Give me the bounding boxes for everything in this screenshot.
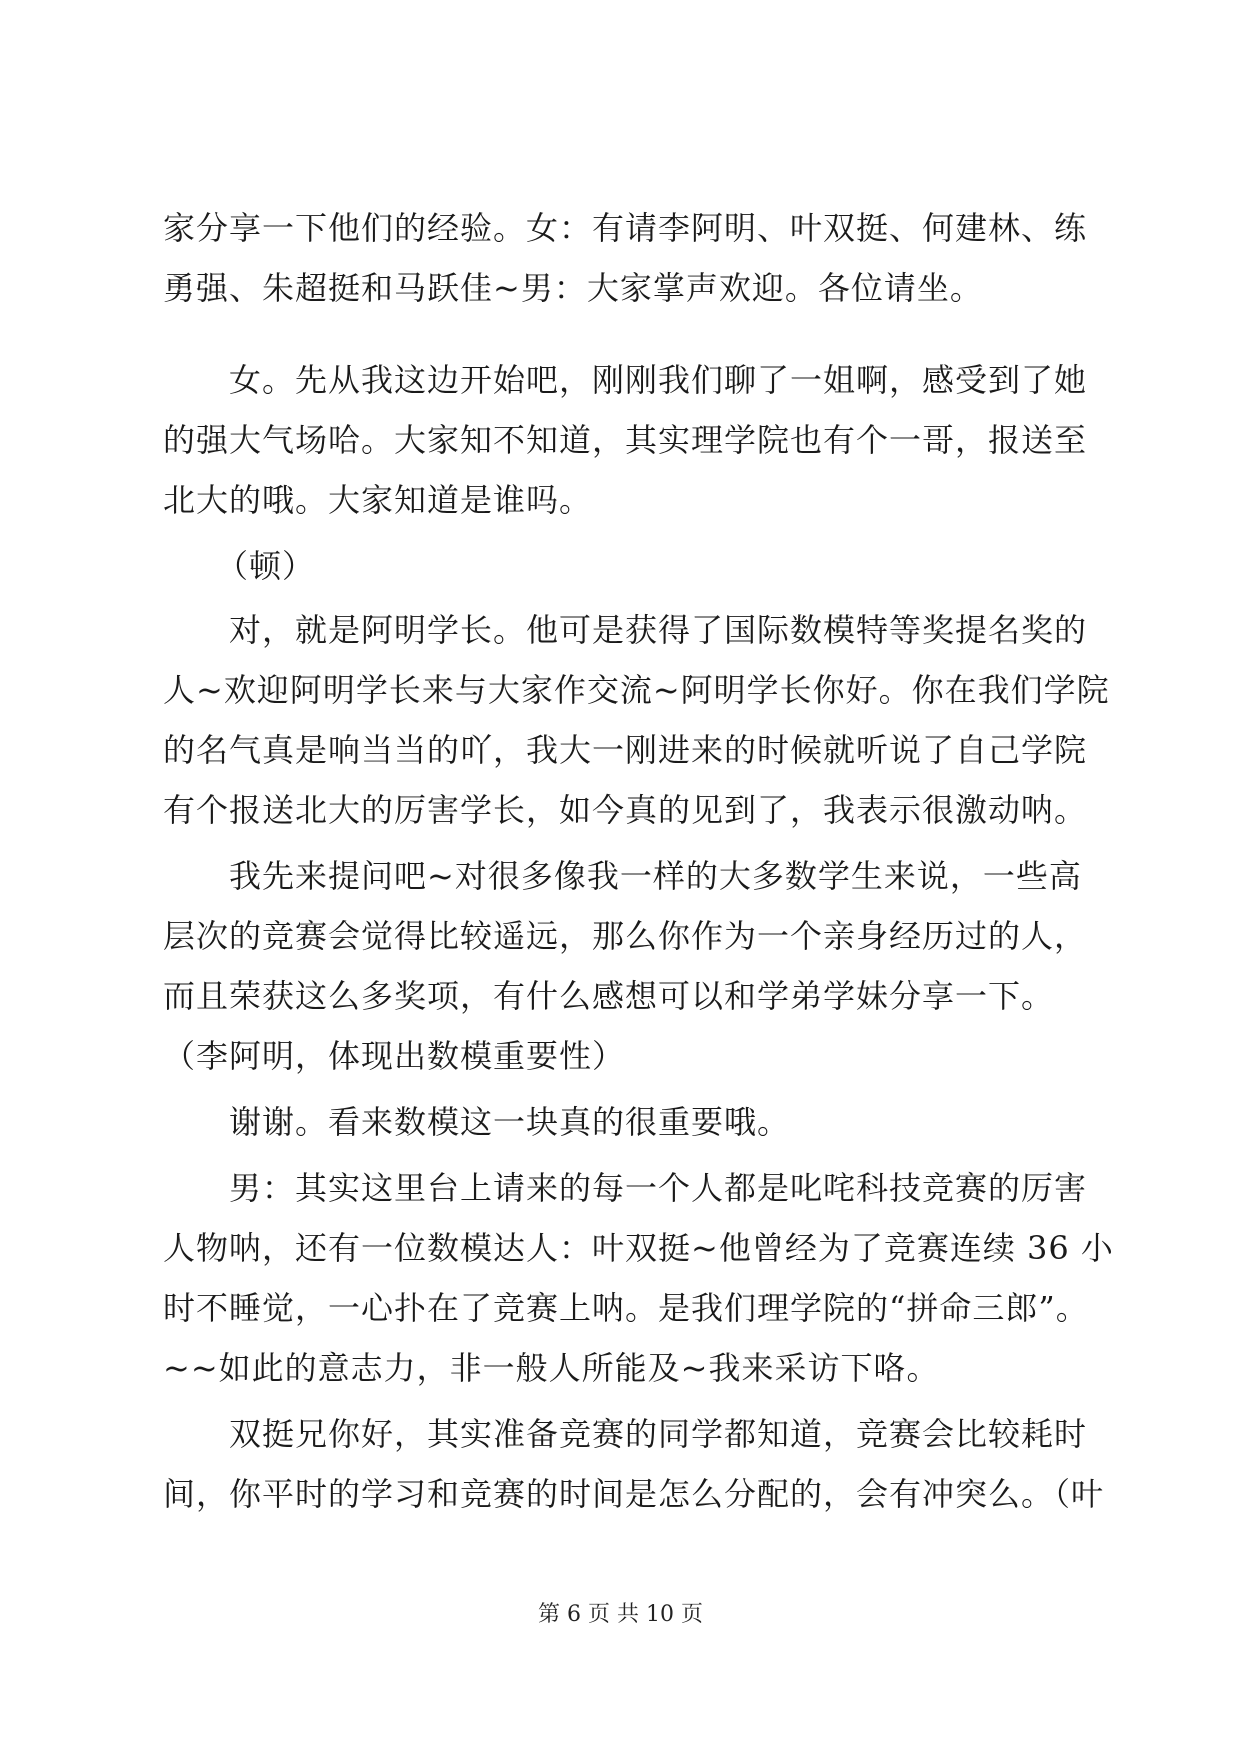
body-text-line: 双挺兄你好，其实准备竞赛的同学都知道，竞赛会比较耗时	[229, 1415, 1088, 1453]
body-text-line: （李阿明，体现出数模重要性）	[163, 1037, 626, 1075]
body-text-line: 对，就是阿明学长。他可是获得了国际数模特等奖提名奖的	[229, 611, 1088, 649]
body-text-line: 男：其实这里台上请来的每一个人都是叱咤科技竞赛的厉害	[229, 1169, 1088, 1207]
body-text-line: 勇强、朱超挺和马跃佳~男：大家掌声欢迎。各位请坐。	[163, 269, 983, 307]
body-text-line: 间，你平时的学习和竞赛的时间是怎么分配的，会有冲突么。（叶	[163, 1475, 1105, 1513]
body-text-line: 的名气真是响当当的吖，我大一刚进来的时候就听说了自己学院	[163, 731, 1088, 769]
body-text-line: 家分享一下他们的经验。女：有请李阿明、叶双挺、何建林、练	[163, 209, 1088, 247]
body-text-line: 谢谢。看来数模这一块真的很重要哦。	[229, 1103, 791, 1141]
body-text-line: 女。先从我这边开始吧，刚刚我们聊了一姐啊，感受到了她	[229, 361, 1088, 399]
page-number-footer: 第 6 页 共 10 页	[538, 1602, 703, 1627]
body-text-line: 人~欢迎阿明学长来与大家作交流~阿明学长你好。你在我们学院	[163, 671, 1110, 709]
body-text-line: 的强大气场哈。大家知不知道，其实理学院也有个一哥，报送至	[163, 421, 1088, 459]
body-text-line: 层次的竞赛会觉得比较遥远，那么你作为一个亲身经历过的人，	[163, 917, 1088, 955]
body-text-line: 时不睡觉，一心扑在了竞赛上呐。是我们理学院的“拼命三郎”。	[163, 1289, 1089, 1327]
body-text-line: 我先来提问吧~对很多像我一样的大多数学生来说，一些高	[229, 857, 1082, 895]
body-text-line: ~~如此的意志力，非一般人所能及~我来采访下咯。	[163, 1349, 940, 1387]
body-text-line: 而且荣获这么多奖项，有什么感想可以和学弟学妹分享一下。	[163, 977, 1055, 1015]
body-text-line: 人物呐，还有一位数模达人：叶双挺~他曾经为了竞赛连续 36 小	[163, 1229, 1114, 1267]
body-text-line: （顿）	[216, 547, 316, 585]
body-text-line: 有个报送北大的厉害学长，如今真的见到了，我表示很激动呐。	[163, 791, 1088, 829]
body-text-line: 北大的哦。大家知道是谁吗。	[163, 481, 593, 519]
